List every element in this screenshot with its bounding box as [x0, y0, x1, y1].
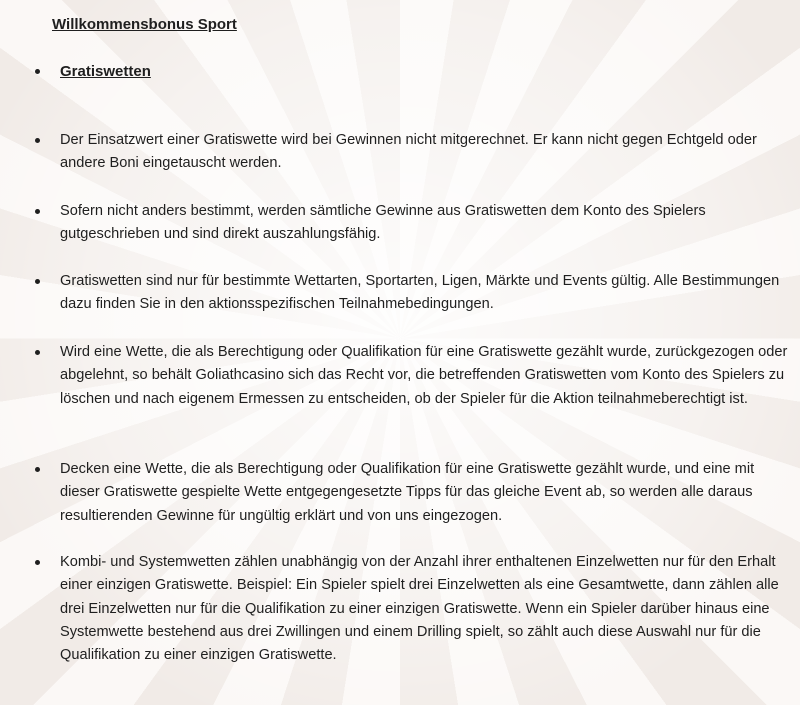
- list-subheading: Gratiswetten: [60, 60, 790, 83]
- list-item: Sofern nicht anders bestimmt, werden sämtliche Gewinne aus Gratiswetten dem Konto des Spielers gutgeschrieben und sind direkt auszahlungsfähig.: [60, 200, 790, 247]
- list-item: Gratiswetten sind nur für bestimmte Wettarten, Sportarten, Ligen, Märkte und Events gültig. Alle Bestimmungen dazu finden Sie in den aktionsspezifischen Teilnahmebedingungen.: [60, 270, 790, 317]
- list-item: Der Einsatzwert einer Gratiswette wird bei Gewinnen nicht mitgerechnet. Er kann nicht gegen Echtgeld oder andere Boni eingetauscht werden.: [60, 129, 790, 176]
- section-heading: Willkommensbonus Sport: [52, 16, 237, 33]
- list-item: Wird eine Wette, die als Berechtigung oder Qualifikation für eine Gratiswette gezählt wurde, zurückgezogen oder abgelehnt, so behält Goliathcasino sich das Recht vor, die betreffenden Gratiswetten vom Konto des Spielers zu löschen und nach eigenem Ermessen zu entscheiden, ob der Spieler für die Aktion teilnahmeberechtigt ist.: [60, 341, 790, 411]
- list-item: Kombi- und Systemwetten zählen unabhängig von der Anzahl ihrer enthaltenen Einzelwetten nur für den Erhalt einer einzigen Gratiswette. Beispiel: Ein Spieler spielt drei Einzelwetten als eine Gesamtwette, dann zählen alle drei Einzelwetten nur für die Qualifikation zu einer einzigen Gratiswette. Wenn ein Spieler darüber hinaus eine Systemwette bestehend aus drei Zwillingen und einem Drilling spielt, so zählt auch diese Auswahl nur für die Qualifikation zu einer einzigen Gratiswette.: [60, 551, 790, 667]
- list-item: Decken eine Wette, die als Berechtigung oder Qualifikation für eine Gratiswette gezählt wurde, und eine mit dieser Gratiswette gespielte Wette entgegengesetzte Tipps für das gleiche Event ab, so werden alle daraus resultierenden Gewinne für ungültig erklärt und von uns eingezogen.: [60, 458, 790, 528]
